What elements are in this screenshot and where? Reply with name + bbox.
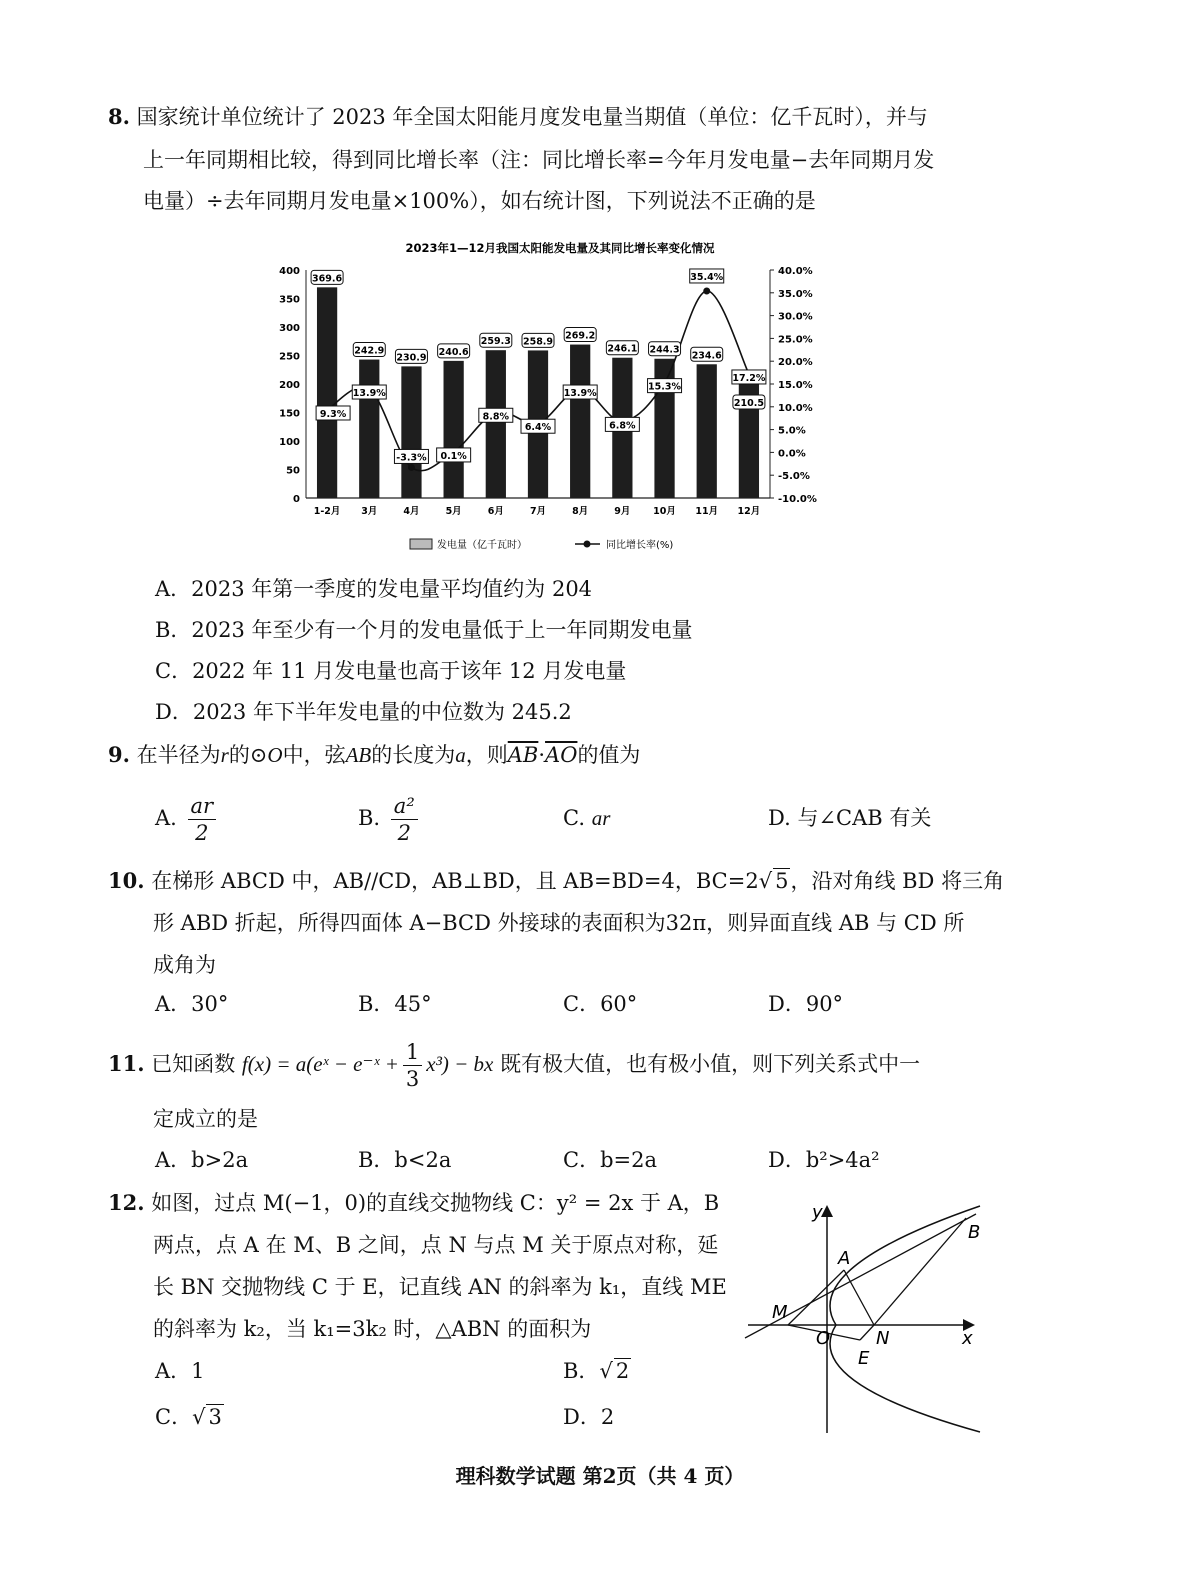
q12-option-b [563,1356,631,1386]
segment-ne [860,1325,874,1340]
sqrt-icon: √ [192,1405,206,1429]
line-label-text: 13.9% [352,388,386,400]
line-label-1 [316,406,350,420]
q9-option-b-numerator: a² [391,793,418,820]
y-tick-label: 400 [279,266,300,277]
q8-text-line1: 国家统计单位统计了 2023 年全国太阳能月度发电量当期值（单位：亿千瓦时），并与 [136,105,928,129]
bar-4 [444,361,464,498]
bar-label-4 [438,344,470,358]
q11-text-line2: 定成立的是 [153,1107,258,1131]
q9-option-a-fraction [188,793,217,846]
growth-point-3 [408,464,415,471]
label-b: B [968,1222,981,1243]
bar-1 [317,287,337,498]
q9-var-o: O [267,743,283,767]
bar-label-text: 242.9 [354,345,385,357]
x-tick-label: 6月 [487,506,504,517]
y2-tick-label: 15.0% [778,380,813,391]
q12-option-b-sqrt: 2 [615,1359,630,1383]
y2-tick-label: 20.0% [778,357,813,369]
q10-option-b: B．45° [358,992,432,1016]
q11-fraction-denominator: 3 [405,1067,420,1091]
q8-text-line2: 上一年同期相比较，得到同比增长率（注：同比增长率=今年月发电量−去年同期月发 [143,148,935,172]
q12-line1 [108,1188,719,1218]
q12-option-c-label: C． [155,1405,193,1429]
bar-label-3 [395,349,427,363]
y-tick-label: 300 [279,323,300,334]
q11-fraction-numerator: 1 [403,1039,422,1066]
segment-ma [788,1270,844,1325]
q12-text-line3: 长 BN 交抛物线 C 于 E，记直线 AN 的斜率为 k₁，直线 ME [153,1275,727,1299]
bar-label-text: 244.3 [649,344,680,356]
q9-option-b [358,790,422,846]
q9-option-b-label: B. [358,806,381,830]
q12-option-b-label: B． [563,1359,600,1383]
q8-option-d: D．2023 年下半年发电量的中位数为 245.2 [155,700,572,724]
solar-power-chart [270,228,850,563]
bar-label-text: 269.2 [565,330,596,342]
q8-line1 [108,102,928,132]
bar-label-text: 234.6 [691,350,722,362]
q11-line1 [108,1036,920,1092]
q12-text-line2: 两点，点 A 在 M、B 之间，点 N 与点 M 关于原点对称，延 [153,1233,719,1257]
page-footer: 理科数学试题 第2页（共 4 页） [455,1464,745,1488]
q9-option-a-label: A. [155,806,177,830]
legend-line-label: 同比增长率(%) [606,540,674,551]
line-label-text: 17.2% [732,372,766,384]
bar-label-7 [564,328,596,342]
bar-7 [570,345,590,498]
line-label-text: 13.9% [563,388,597,400]
bar-label-text: 240.6 [438,346,469,358]
label-n: N [876,1328,890,1349]
x-tick-label: 9月 [614,506,631,517]
q9-option-d-value: 与∠CAB 有关 [797,806,932,830]
label-y: y [812,1202,823,1223]
q9-stem [108,740,640,770]
bar-label-text: 258.9 [522,336,554,348]
bar-label-text: 210.5 [733,398,764,410]
legend-bar-label: 发电量（亿千瓦时） [437,540,527,551]
bar-label-text: 369.6 [312,273,343,285]
bar-label-8 [606,341,638,355]
label-x: x [962,1328,973,1349]
y-tick-label: 100 [279,437,300,448]
q12-option-c-sqrt: 3 [208,1405,222,1429]
y2-tick-label: -5.0% [778,471,810,483]
y-tick-label: 350 [279,294,300,306]
bar-label-text: 246.1 [607,343,638,355]
q9-option-b-fraction [391,793,418,846]
q11-fraction [403,1039,422,1092]
bar-label-6 [522,333,554,347]
q8-option-b: B．2023 年至少有一个月的发电量低于上一年同期发电量 [155,618,693,642]
line-label-text: 6.4% [524,422,552,434]
y-axis-right [770,266,817,505]
q9-text-e: ，则 [465,743,508,767]
q10-text-line1: 在梯形 ABCD 中，AB//CD，AB⊥BD，且 AB=BD=4，BC=2 [151,869,759,893]
line-label-4 [437,448,471,462]
bar-2 [359,360,379,498]
label-a: A [838,1248,851,1269]
bar-label-text: 259.3 [480,336,511,348]
parabola-figure [740,1198,1000,1438]
q9-text-f: 的值为 [577,743,641,767]
y-tick-label: 250 [279,351,300,363]
q10-sqrt-value: 5 [775,869,789,893]
q12-text-line1: 如图，过点 M(−1，0)的直线交抛物线 C：y² = 2x 于 A，B [151,1191,720,1215]
q9-text-a: 在半径为 [136,743,221,767]
y-tick-label: 150 [279,408,300,420]
q12-text-line4: 的斜率为 k₂，当 k₁=3k₂ 时，△ABN 的面积为 [153,1317,592,1341]
line-label-5 [479,408,513,422]
y2-tick-label: 40.0% [778,266,813,277]
q12-option-a: A．1 [155,1359,205,1383]
x-axis-labels [314,506,761,517]
y-tick-label: 200 [279,380,300,391]
q10-option-d: D．90° [768,992,844,1016]
line-label-10 [690,269,724,283]
line-label-11 [732,370,766,384]
bar-label-5 [480,333,512,347]
q9-var-a: a [455,743,466,767]
q9-option-d-label: D. [768,806,791,830]
bar-5 [486,350,506,498]
q10-number: 10. [108,868,145,893]
x-tick-label: 4月 [403,506,420,517]
y2-tick-label: 5.0% [778,425,806,437]
bar-label-11 [733,395,765,409]
legend-line-marker [584,541,591,548]
q11-option-c: C．b=2a [563,1148,657,1172]
y-tick-label: 50 [286,465,300,477]
q9-vector-ab: $\overline{AB}$ [507,743,539,767]
line-label-7 [563,385,597,399]
x-tick-label: 11月 [695,506,719,517]
q11-option-b: B．b<2a [358,1148,452,1172]
q11-formula-a: f(x) = a(eˣ − e⁻ˣ + [241,1052,399,1076]
q9-dot: · [538,743,546,767]
x-tick-label: 8月 [572,506,589,517]
segment-an [844,1270,874,1325]
bar-label-9 [649,342,681,356]
q9-vector-ao: $\overline{AO}$ [545,743,578,767]
q9-option-a [155,790,220,846]
q9-text-d: 的长度为 [371,743,456,767]
q9-option-b-denominator: 2 [397,821,411,845]
x-tick-label: 5月 [445,506,462,517]
q11-pre: 已知函数 [151,1052,236,1076]
segment-bn [874,1218,966,1325]
x-tick-label: 10月 [653,506,676,517]
y2-tick-label: 35.0% [778,288,813,300]
line-label-3 [394,449,428,463]
bar-10 [697,364,717,498]
line-label-text: 35.4% [690,271,724,283]
q12-number: 12. [108,1190,145,1215]
q9-option-a-numerator: ar [188,793,217,820]
q9-number: 9. [108,742,130,767]
line-label-9 [648,379,682,393]
q11-formula-b: x³) − bx [426,1052,494,1076]
chart-title: 2023年1—12月我国太阳能发电量及其同比增长率变化情况 [405,241,715,255]
q8-option-c: C．2022 年 11 月发电量也高于该年 12 月发电量 [155,659,627,683]
sqrt-icon: √ [599,1359,613,1383]
q8-text-line3: 电量）÷去年同期月发电量×100%），如右统计图，下列说法不正确的是 [143,189,816,213]
y2-tick-label: -10.0% [778,494,817,505]
y-axis-left [279,266,300,505]
x-tick-label: 3月 [361,506,378,517]
label-o: O [816,1328,831,1349]
y2-tick-label: 10.0% [778,402,813,414]
q9-var-r: r [220,743,229,767]
q12-option-c [155,1402,224,1432]
q9-option-a-denominator: 2 [195,821,209,845]
q9-option-c-value: ar [591,806,611,830]
label-m: M [772,1302,788,1323]
line-label-text: -3.3% [396,452,427,464]
line-label-text: 8.8% [482,411,509,423]
q10-text-line1-tail: ，沿对角线 BD 将三角 [790,869,1005,893]
q10-option-a: A．30° [155,992,229,1016]
line-label-text: 0.1% [440,450,467,462]
q9-var-ab: AB [345,743,372,767]
y2-tick-label: 0.0% [778,448,806,460]
sqrt-icon: √ [758,869,773,893]
bar-label-text: 230.9 [396,352,427,364]
q9-text-c: 中，弦 [282,743,346,767]
q12-option-d: D．2 [563,1405,615,1429]
line-label-text: 6.8% [609,420,636,432]
q9-option-c [563,803,610,833]
growth-point-10 [703,287,710,294]
line-label-6 [521,419,555,433]
bar-3 [401,366,421,498]
x-tick-label: 7月 [529,506,547,517]
q10-option-c: C．60° [563,992,638,1016]
line-label-2 [352,385,386,399]
y2-tick-label: 25.0% [778,334,813,346]
legend-bar-swatch [410,539,432,549]
parabola-curve [830,1206,980,1432]
q10-line1 [108,866,1004,896]
q10-text-line2: 形 ABD 折起，所得四面体 A−BCD 外接球的表面积为32π，则异面直线 AB 与 CD 所 [153,911,965,935]
q11-post: 既有极大值，也有极小值，则下列关系式中一 [500,1052,921,1076]
line-label-text: 9.3% [319,408,347,420]
line-label-8 [605,417,639,431]
y2-tick-label: 30.0% [778,311,813,323]
q9-option-d [768,803,931,833]
q11-option-d: D．b²>4a² [768,1148,880,1172]
q10-text-line3: 成角为 [153,953,216,977]
x-tick-label: 12月 [737,506,761,517]
q8-number: 8. [108,104,130,129]
x-tick-label: 1-2月 [313,506,341,517]
bar-label-2 [353,343,385,357]
line-label-text: 15.3% [648,381,682,393]
bar-label-10 [691,347,723,361]
q8-option-a: A．2023 年第一季度的发电量平均值约为 204 [155,577,593,601]
q11-number: 11. [108,1051,145,1076]
q9-text-b: 的⊙ [228,743,268,767]
y-tick-label: 0 [293,494,300,505]
bar-label-1 [311,270,343,284]
q9-option-c-label: C. [563,806,585,830]
q11-option-a: A．b>2a [155,1148,249,1172]
chart-legend [410,538,673,551]
label-e: E [858,1348,870,1369]
